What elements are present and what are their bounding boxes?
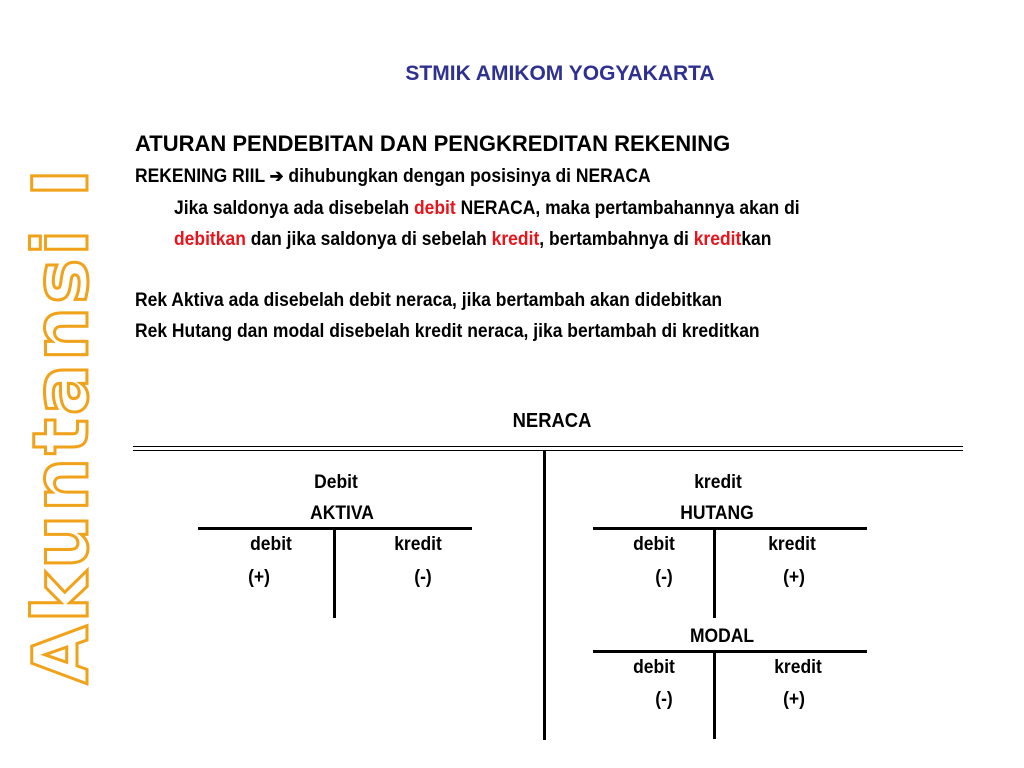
neraca-debit-side-label: Debit <box>314 472 358 493</box>
hutang-top-rule <box>593 527 867 530</box>
hutang-kredit-label: kredit <box>768 534 816 555</box>
rule-line-1-a: REKENING RIIL <box>135 166 265 187</box>
neraca-kredit-side-label: kredit <box>694 472 742 493</box>
hutang-divider <box>713 528 716 618</box>
rule-line-4: Rek Aktiva ada disebelah debit neraca, jika bertambah akan didebitkan <box>135 290 723 311</box>
hutang-debit-sign: (-) <box>655 567 673 588</box>
hutang-title: HUTANG <box>680 503 754 524</box>
rule-line-2 <box>174 198 800 220</box>
aktiva-divider <box>333 528 336 618</box>
arrow-right-icon: ➔ <box>269 166 284 186</box>
neraca-center-divider <box>543 450 546 740</box>
rule-line-1-b: dihubungkan dengan posisinya di NERACA <box>283 166 651 187</box>
aktiva-title: AKTIVA <box>310 503 374 524</box>
highlight-kredit: kredit <box>491 229 540 250</box>
modal-divider <box>713 651 716 739</box>
rule-line-2-a: Jika saldonya ada disebelah <box>174 198 414 219</box>
highlight-debitkan: debitkan <box>174 229 246 250</box>
rule-line-3-c: kan <box>741 229 772 250</box>
modal-kredit-label: kredit <box>774 657 822 678</box>
hutang-kredit-sign: (+) <box>783 567 805 588</box>
side-title: Akuntansi I <box>16 165 105 685</box>
modal-top-rule <box>593 650 867 653</box>
rule-line-3 <box>174 229 771 251</box>
rule-line-5: Rek Hutang dan modal disebelah kredit neraca, jika bertambah di kreditkan <box>135 321 760 342</box>
aktiva-kredit-sign: (-) <box>414 567 432 588</box>
aktiva-debit-sign: (+) <box>248 567 270 588</box>
aktiva-debit-label: debit <box>250 534 292 555</box>
modal-debit-label: debit <box>633 657 675 678</box>
aktiva-kredit-label: kredit <box>394 534 442 555</box>
neraca-top-rule-2 <box>133 450 963 451</box>
modal-kredit-sign: (+) <box>783 689 805 710</box>
neraca-top-rule <box>133 446 963 447</box>
page-heading: ATURAN PENDEBITAN DAN PENGKREDITAN REKENING <box>135 131 731 156</box>
highlight-kredit-2: kredit <box>693 229 742 250</box>
modal-title: MODAL <box>689 626 755 647</box>
rule-line-3-b: , bertambahnya di <box>539 229 694 250</box>
rule-line-1 <box>135 166 651 188</box>
neraca-title: NERACA <box>512 410 592 432</box>
hutang-debit-label: debit <box>633 534 675 555</box>
rule-line-2-b: NERACA, maka pertambahannya akan di <box>455 198 800 219</box>
modal-debit-sign: (-) <box>655 689 673 710</box>
institution-title: STMIK AMIKOM YOGYAKARTA <box>405 62 715 85</box>
highlight-debit: debit <box>413 198 456 219</box>
rule-line-3-a: dan jika saldonya di sebelah <box>245 229 492 250</box>
